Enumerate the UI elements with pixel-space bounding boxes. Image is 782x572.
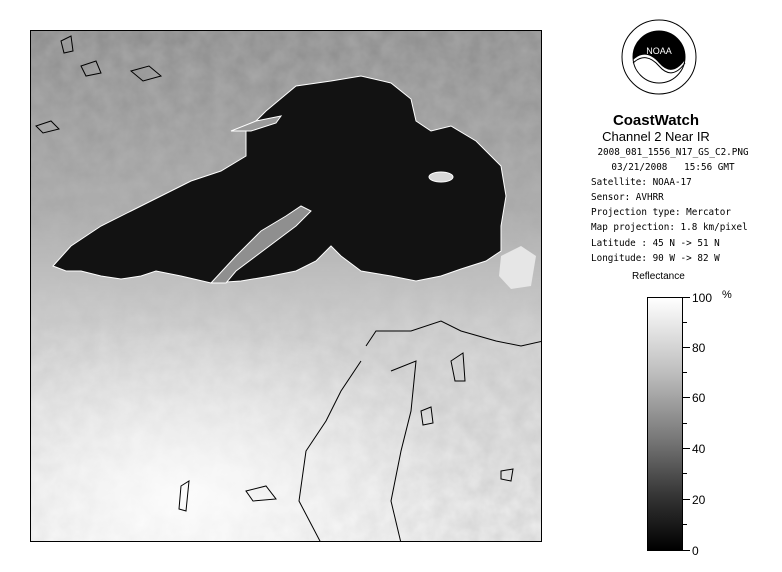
- colorbar-minor-tick: [683, 524, 687, 525]
- datetime: 03/21/2008 15:56 GMT: [611, 162, 735, 174]
- map-image: [31, 31, 542, 542]
- colorbar-major-tick: [683, 448, 690, 449]
- channel-label: Channel 2 Near IR: [602, 129, 710, 144]
- colorbar-unit: %: [722, 289, 732, 301]
- colorbar-tick-label: 20: [692, 493, 706, 507]
- metadata-panel: [570, 145, 776, 266]
- colorbar-major-tick: [683, 550, 690, 551]
- colorbar-minor-tick: [683, 372, 687, 373]
- colorbar: [647, 297, 683, 551]
- colorbar-tick-label: 100: [692, 291, 713, 305]
- filename: 2008_081_1556_N17_GS_C2.PNG: [597, 147, 749, 158]
- satellite-map: [30, 30, 542, 542]
- noaa-logo-text: NOAA: [646, 46, 672, 56]
- colorbar-title: Reflectance: [632, 271, 685, 282]
- colorbar-major-tick: [683, 499, 690, 500]
- colorbar-tick-label: 40: [692, 442, 706, 456]
- colorbar-minor-tick: [683, 473, 687, 474]
- map-projection: Map projection: 1.8 km/pixel: [591, 222, 748, 234]
- latitude-range: Latitude : 45 N -> 51 N: [591, 237, 720, 249]
- satellite: Satellite: NOAA-17: [591, 177, 692, 189]
- noaa-logo: [620, 18, 698, 96]
- projection-type: Projection type: Mercator: [591, 207, 731, 219]
- colorbar-tick-label: 60: [692, 391, 706, 405]
- colorbar-tick-label: 80: [692, 341, 706, 355]
- longitude-range: Longitude: 90 W -> 82 W: [591, 252, 720, 264]
- product-title: CoastWatch: [612, 112, 700, 129]
- colorbar-tick-label: 0: [692, 544, 699, 558]
- colorbar-minor-tick: [683, 423, 687, 424]
- colorbar-major-tick: [683, 397, 690, 398]
- colorbar-minor-tick: [683, 322, 687, 323]
- colorbar-major-tick: [683, 297, 690, 298]
- colorbar-major-tick: [683, 347, 690, 348]
- sensor: Sensor: AVHRR: [591, 192, 664, 204]
